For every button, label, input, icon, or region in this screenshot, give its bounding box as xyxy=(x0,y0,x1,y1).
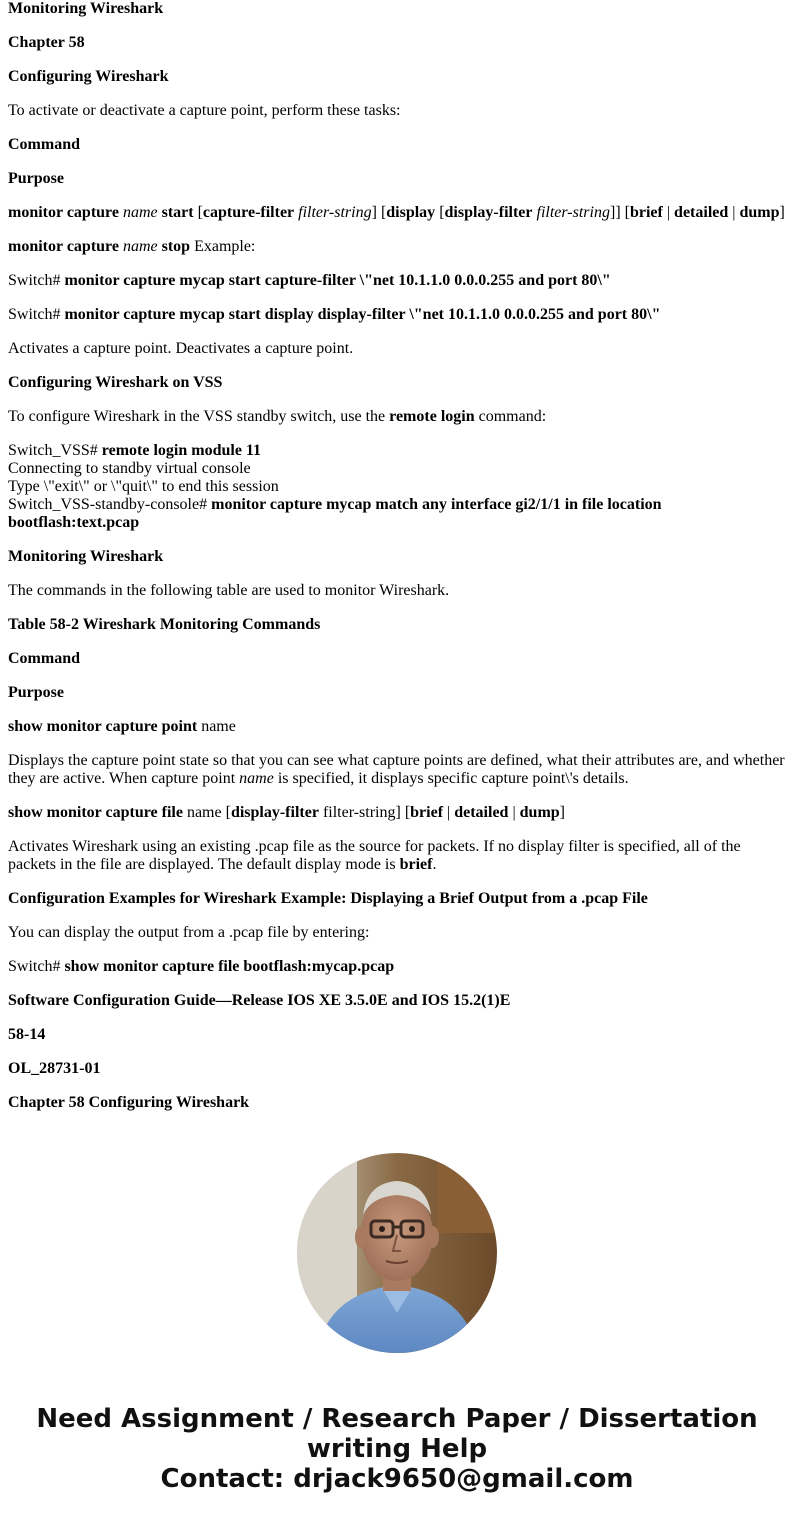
command-syntax-stop: monitor capture name stop Example: xyxy=(8,238,256,255)
table-header-purpose: Purpose xyxy=(8,684,64,701)
promo-contact: Contact: drjack9650@gmail.com xyxy=(160,1464,634,1494)
console-line: Switch_VSS-standby-console# monitor capture mycap match any interface gi2/1/1 in file location bootflash:text.pcap xyxy=(8,496,662,531)
vss-intro: To configure Wireshark in the VSS standby switch, use the remote login command: xyxy=(8,408,547,425)
example-capture-filter: Switch# monitor capture mycap start capture-filter \"net 10.1.1.0 0.0.0.255 and port 80\" xyxy=(8,272,611,289)
console-line: Connecting to standby virtual console xyxy=(8,460,251,477)
monitoring-intro: The commands in the following table are used to monitor Wireshark. xyxy=(8,582,450,599)
console-line: Switch_VSS# remote login module 11 xyxy=(8,442,262,459)
column-header-command: Command xyxy=(8,136,81,153)
table-header-command: Command xyxy=(8,650,81,667)
promo-banner xyxy=(0,1404,794,1494)
footer-chapter-line: Chapter 58 Configuring Wireshark xyxy=(8,1094,250,1111)
chapter-title: Configuring Wireshark xyxy=(8,68,169,85)
avatar xyxy=(297,1153,497,1353)
purpose-text: Activates a capture point. Deactivates a capture point. xyxy=(8,340,354,357)
chapter-number: Chapter 58 xyxy=(8,34,85,51)
table-row-command: show monitor capture file name [display-filter filter-string] [brief | detailed | dump] xyxy=(8,804,565,821)
examples-heading: Configuration Examples for Wireshark Example: Displaying a Brief Output from a .pcap File xyxy=(8,890,648,907)
footer-page-number: 58-14 xyxy=(8,1026,46,1043)
command-syntax-start: monitor capture name start [capture-filter filter-string] [display [display-filter filter-string]] [brief | detailed | dump] xyxy=(8,204,785,221)
footer-guide-title: Software Configuration Guide—Release IOS XE 3.5.0E and IOS 15.2(1)E xyxy=(8,992,511,1009)
table-row-command: show monitor capture point name xyxy=(8,718,236,735)
table-row-purpose: Activates Wireshark using an existing .pcap file as the source for packets. If no display filter is specified, all of the packets in the file are displayed. The default display mode is brief. xyxy=(8,838,741,873)
promo-line: Need Assignment / Research Paper / Dissertation xyxy=(36,1404,758,1434)
vss-heading: Configuring Wireshark on VSS xyxy=(8,374,223,391)
column-header-purpose: Purpose xyxy=(8,170,64,187)
running-title: Monitoring Wireshark xyxy=(8,0,164,17)
table-row-purpose: Displays the capture point state so that you can see what capture points are defined, what their attributes are, and whether they are active. When capture point name is specified, it displays specific capture point\'s details. xyxy=(8,752,785,787)
example-show-file: Switch# show monitor capture file bootflash:mycap.pcap xyxy=(8,958,395,975)
footer-doc-id: OL_28731-01 xyxy=(8,1060,101,1077)
table-title: Table 58-2 Wireshark Monitoring Commands xyxy=(8,616,321,633)
promo-line: writing Help xyxy=(306,1434,488,1464)
example-display-filter: Switch# monitor capture mycap start display display-filter \"net 10.1.1.0 0.0.0.255 and port 80\" xyxy=(8,306,661,323)
monitoring-heading: Monitoring Wireshark xyxy=(8,548,164,565)
person-portrait-icon xyxy=(297,1153,497,1353)
section-intro: To activate or deactivate a capture point, perform these tasks: xyxy=(8,102,401,119)
console-line: Type \"exit\" or \"quit\" to end this session xyxy=(8,478,279,495)
vss-console-session xyxy=(8,442,786,532)
examples-intro: You can display the output from a .pcap file by entering: xyxy=(8,924,370,941)
